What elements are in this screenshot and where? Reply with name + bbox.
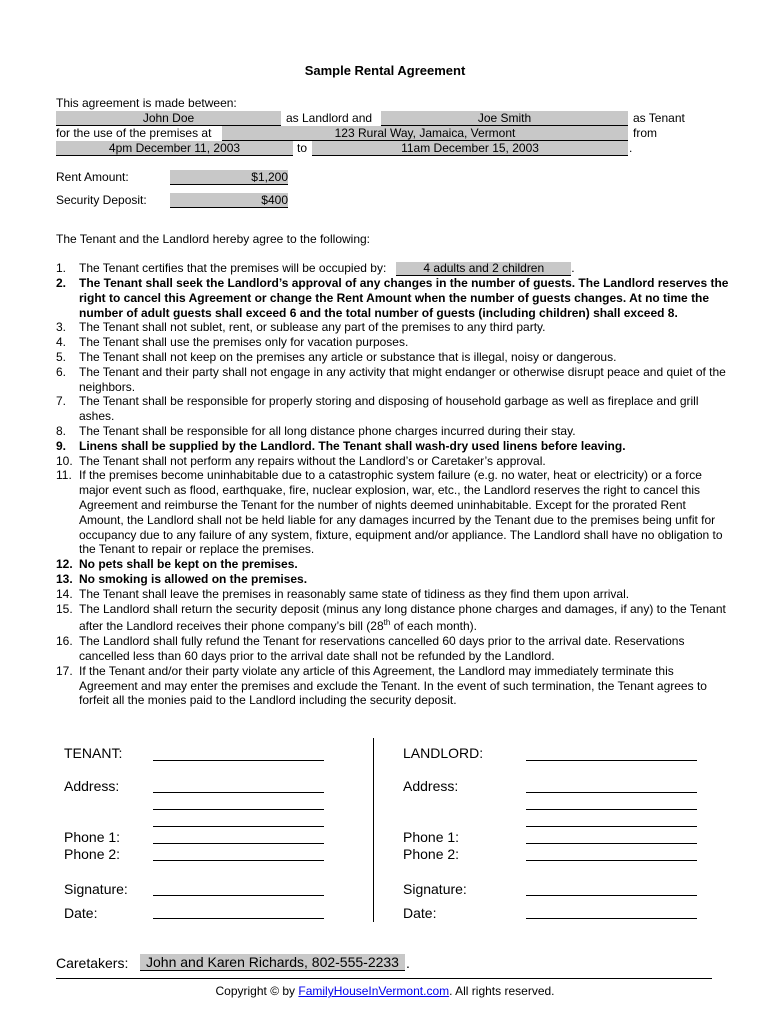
- term-text: The Tenant shall seek the Landlord’s approval of any changes in the number of guests. The Landlord reserves the right to cancel this Agreement or change the Rent Amount when the number of guests changes. At no time the number of adult guests shall exceed 6 and the total number of guests (including children) shall exceed 8.: [79, 276, 729, 320]
- landlord-label: LANDLORD:: [403, 745, 484, 761]
- term-superscript: th: [383, 618, 391, 628]
- as-tenant-text: as Tenant: [633, 111, 685, 125]
- term-item: [56, 587, 732, 602]
- term-text: The Tenant shall use the premises only for vacation purposes.: [79, 335, 409, 350]
- caretakers-period: .: [406, 955, 410, 971]
- term-text-after: of each month).: [390, 619, 478, 634]
- tenant-address-line-3[interactable]: [153, 826, 324, 827]
- tenant-signature-line[interactable]: [153, 895, 324, 896]
- term-text: No smoking is allowed on the premises.: [79, 571, 308, 586]
- term-item: [56, 365, 732, 395]
- term-number: 16.: [56, 634, 73, 649]
- term-number: 1.: [56, 261, 67, 275]
- start-date-field[interactable]: 4pm December 11, 2003: [56, 141, 293, 156]
- term-text: The Landlord shall return the security deposit (minus any long distance phone charges and damages, if any) to the Tenant after the Landlord receives their phone company’s bill (28: [79, 601, 726, 634]
- term-item: [56, 439, 732, 454]
- term-number: 6.: [56, 364, 67, 379]
- term-number: 3.: [56, 320, 67, 335]
- term-number: 12.: [56, 557, 73, 572]
- tenant-name-line[interactable]: [153, 760, 324, 761]
- term-item: [56, 276, 732, 320]
- term-text: No pets shall be kept on the premises.: [79, 557, 298, 572]
- caretakers-field[interactable]: John and Karen Richards, 802-555-2233: [140, 954, 405, 971]
- landlord-signature-line[interactable]: [526, 895, 697, 896]
- term-number: 13.: [56, 571, 73, 586]
- deposit-label: Security Deposit:: [56, 193, 147, 207]
- term-item: [56, 261, 732, 276]
- term-item: [56, 350, 732, 365]
- tenant-label: TENANT:: [64, 745, 123, 761]
- term-item: [56, 394, 732, 424]
- tenant-phone1-label: Phone 1:: [64, 829, 121, 845]
- to-text: to: [297, 141, 308, 155]
- term-number: 17.: [56, 663, 73, 678]
- term-item: [56, 320, 732, 335]
- term-number: 15.: [56, 601, 73, 616]
- term-item: [56, 335, 732, 350]
- intro-text: This agreement is made between:: [56, 96, 237, 110]
- term-text: The Tenant shall not keep on the premises any article or substance that is illegal, noisy or dangerous.: [79, 349, 617, 364]
- footer-prefix: Copyright © by: [215, 984, 296, 998]
- premises-prefix: for the use of the premises at: [56, 126, 212, 140]
- term-item: [56, 572, 732, 587]
- tenant-phone2-label: Phone 2:: [64, 846, 121, 862]
- term-item: [56, 557, 732, 572]
- term-item: [56, 602, 732, 635]
- landlord-name-line[interactable]: [526, 760, 697, 761]
- tenant-address-label: Address:: [64, 778, 120, 794]
- term-text: The Tenant shall be responsible for all long distance phone charges incurred during their stay.: [79, 423, 576, 438]
- term-item: [56, 454, 732, 469]
- term-text: The Tenant certifies that the premises will be occupied by:: [79, 261, 387, 275]
- agreement-intro: The Tenant and the Landlord hereby agree to the following:: [56, 232, 371, 246]
- landlord-date-line[interactable]: [526, 918, 697, 919]
- term-number: 10.: [56, 453, 73, 468]
- term-item: [56, 634, 732, 664]
- footer-link[interactable]: FamilyHouseInVermont.com: [298, 984, 450, 998]
- signature-divider: [373, 738, 374, 922]
- tenant-name-field[interactable]: Joe Smith: [381, 111, 628, 126]
- tenant-signature-label: Signature:: [64, 881, 128, 897]
- term-number: 4.: [56, 335, 67, 350]
- term-text: The Tenant and their party shall not engage in any activity that might endanger or otherwise disrupt peace and quiet of the neighbors.: [79, 364, 726, 394]
- landlord-signature-label: Signature:: [403, 881, 467, 897]
- term-text: The Tenant shall not sublet, rent, or sublease any part of the premises to any third party.: [79, 320, 546, 335]
- landlord-address-line-1[interactable]: [526, 792, 697, 793]
- term-text-after: .: [571, 261, 575, 275]
- landlord-phone1-label: Phone 1:: [403, 829, 460, 845]
- tenant-phone2-line[interactable]: [153, 860, 324, 861]
- term-text: The Tenant shall not perform any repairs without the Landlord’s or Caretaker’s approval.: [79, 453, 546, 468]
- end-date-field[interactable]: 11am December 15, 2003: [312, 141, 628, 156]
- tenant-date-line[interactable]: [153, 918, 324, 919]
- period-text: .: [629, 141, 633, 155]
- caretakers-label: Caretakers:: [56, 955, 129, 971]
- term-text: The Tenant shall leave the premises in reasonably same state of tidiness as they find them upon arrival.: [79, 586, 630, 601]
- footer-suffix: . All rights reserved.: [449, 984, 555, 998]
- landlord-phone1-line[interactable]: [526, 843, 697, 844]
- landlord-address-label: Address:: [403, 778, 459, 794]
- tenant-address-line-2[interactable]: [153, 809, 324, 810]
- term-item: [56, 468, 732, 557]
- term-text: The Tenant shall be responsible for properly storing and disposing of household garbage as well as fireplace and grill ashes.: [79, 394, 699, 424]
- term-number: 8.: [56, 423, 67, 438]
- occupants-field[interactable]: 4 adults and 2 children: [396, 262, 571, 276]
- term-text: If the premises become uninhabitable due to a catastrophic system failure (e.g. no water, heat or electricity) or a force major event such as flood, earthquake, fire, nuclear explosion, war, etc., the Landlord reserves the right to cancel this Agreement and reimburse the Tenant for the number of nights deemed uninhabitable. Except for the prorated Rent Amount, the Landlord shall not be held liable for any damages incurred by the Tenant due to the premises being unfit for occupancy due to any failure of any system, fixture, equipment and/or appliance. The Landlord shall have no obligation to the Tenant to repair or replace the premises.: [79, 468, 723, 557]
- premises-address-field[interactable]: 123 Rural Way, Jamaica, Vermont: [222, 126, 628, 141]
- document-title: Sample Rental Agreement: [304, 63, 466, 78]
- term-number: 9.: [56, 438, 67, 453]
- term-number: 2.: [56, 276, 67, 290]
- term-item: [56, 424, 732, 439]
- rent-amount-field[interactable]: $1,200: [170, 170, 288, 185]
- terms-list: [56, 261, 732, 708]
- term-text: The Landlord shall fully refund the Tenant for reservations cancelled 60 days prior to the arrival date. Reservations cancelled less than 60 days prior to the arrival date shall not be refunded by the Landlord.: [79, 634, 685, 663]
- landlord-phone2-line[interactable]: [526, 860, 697, 861]
- landlord-date-label: Date:: [403, 905, 437, 921]
- as-landlord-text: as Landlord and: [286, 111, 373, 125]
- term-number: 11.: [56, 468, 72, 483]
- term-number: 14.: [56, 586, 73, 601]
- tenant-address-line-1[interactable]: [153, 792, 324, 793]
- landlord-address-line-3[interactable]: [526, 826, 697, 827]
- term-number: 7.: [56, 394, 67, 409]
- from-text: from: [633, 126, 657, 140]
- tenant-date-label: Date:: [64, 905, 98, 921]
- tenant-phone1-line[interactable]: [153, 843, 324, 844]
- term-number: 5.: [56, 349, 67, 364]
- copyright-footer: [0, 984, 770, 998]
- landlord-address-line-2[interactable]: [526, 809, 697, 810]
- deposit-amount-field[interactable]: $400: [170, 193, 288, 208]
- term-text: If the Tenant and/or their party violate any article of this Agreement, the Landlord may immediately terminate this Agreement and may enter the premises and exclude the Tenant. In the event of such termination, the Tenant agrees to forfeit all the monies paid to the Landlord including the security deposit.: [79, 663, 707, 708]
- landlord-phone2-label: Phone 2:: [403, 846, 460, 862]
- rent-label: Rent Amount:: [56, 170, 129, 184]
- term-item: [56, 664, 732, 708]
- term-text: Linens shall be supplied by the Landlord. The Tenant shall wash-dry used linens before leaving.: [79, 438, 626, 453]
- footer-rule: [56, 978, 712, 979]
- landlord-name-field[interactable]: John Doe: [56, 111, 281, 126]
